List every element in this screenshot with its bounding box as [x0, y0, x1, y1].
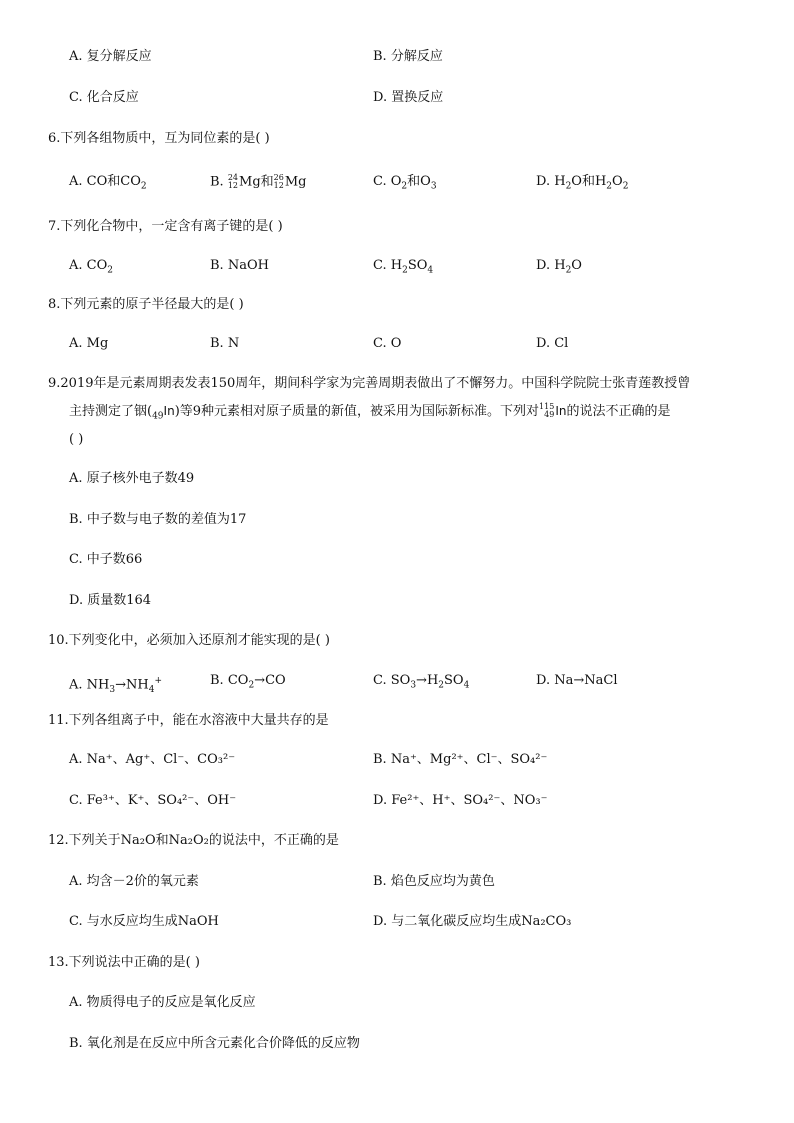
- q13-option-a: A. 物质得电子的反应是氧化反应: [69, 995, 256, 1010]
- mg24-isotope-notation: 24 12: [227, 172, 239, 190]
- q10-option-b: B. $CO_2\to CO$: [210, 673, 286, 691]
- q8-option-b: B. N: [210, 336, 240, 351]
- in115-isotope-notation: 115 49: [539, 402, 555, 419]
- q6-option-a: A. CO和$CO_2$: [69, 174, 147, 192]
- q5-option-b: B. 分解反应: [373, 49, 443, 64]
- q13-stem: 13.下列说法中正确的是( ): [48, 955, 200, 970]
- q12-option-a: A. 均含－2价的氧元素: [69, 874, 199, 889]
- q10-stem: 10.下列变化中，必须加入还原剂才能实现的是( ): [48, 633, 330, 648]
- q11-option-d: D. Fe²⁺、H⁺、SO₄²⁻、NO₃⁻: [373, 793, 548, 808]
- q12-option-b: B. 焰色反应均为黄色: [373, 874, 495, 889]
- q6-option-b: B. 24 12 Mg和 26 12 Mg: [210, 172, 307, 190]
- q7-stem: 7.下列化合物中，一定含有离子键的是( ): [48, 219, 283, 234]
- q8-option-d: D. Cl: [536, 336, 569, 351]
- q5-option-d: D. 置换反应: [373, 90, 444, 105]
- q8-stem: 8.下列元素的原子半径最大的是( ): [48, 297, 244, 312]
- q11-stem: 11.下列各组离子中，能在水溶液中大量共存的是: [48, 713, 329, 728]
- q10-option-d: D. Na→NaCl: [536, 673, 618, 688]
- q9-stem-line3: ( ): [69, 432, 84, 447]
- q12-option-c: C. 与水反应均生成NaOH: [69, 914, 219, 929]
- q5-option-c: C. 化合反应: [69, 90, 139, 105]
- q7-option-c: C. $H_2SO_4$: [373, 258, 434, 276]
- q7-option-a: A. $CO_2$: [69, 258, 113, 276]
- q8-option-a: A. Mg: [69, 336, 109, 351]
- q6-option-d: D. $H_2O$和$H_2O_2$: [536, 174, 629, 192]
- q11-option-b: B. Na⁺、Mg²⁺、Cl⁻、SO₄²⁻: [373, 752, 548, 767]
- q6-option-c: C. $O_2$和$O_3$: [373, 174, 437, 192]
- q8-option-c: C. O: [373, 336, 402, 351]
- q10-option-a: A. $NH_3\to NH_4^+$: [69, 676, 162, 695]
- q9-option-c: C. 中子数66: [69, 552, 143, 567]
- q9-stem-line2: 主持测定了铟$(_{49}In)$等9种元素相对原子质量的新值，被采用为国际新标准。下列对 115 49 In的说法不正确的是: [69, 402, 671, 422]
- q10-option-c: C. $SO_3\to H_2SO_4$: [373, 673, 470, 691]
- q12-stem: 12.下列关于Na₂O和Na₂O₂的说法中，不正确的是: [48, 833, 339, 848]
- q11-option-a: A. Na⁺、Ag⁺、Cl⁻、CO₃²⁻: [69, 752, 236, 767]
- q9-option-b: B. 中子数与电子数的差值为17: [69, 512, 247, 527]
- q11-option-c: C. Fe³⁺、K⁺、SO₄²⁻、OH⁻: [69, 793, 237, 808]
- q12-option-d: D. 与二氧化碳反应均生成Na₂CO₃: [373, 914, 572, 929]
- q7-option-b: B. NaOH: [210, 258, 269, 273]
- q9-option-d: D. 质量数164: [69, 593, 152, 608]
- q5-option-a: A. 复分解反应: [69, 49, 152, 64]
- q9-option-a: A. 原子核外电子数49: [69, 471, 195, 486]
- q7-option-d: D. $H_2O$: [536, 258, 582, 276]
- q13-option-b: B. 氧化剂是在反应中所含元素化合价降低的反应物: [69, 1036, 360, 1051]
- q6-stem: 6.下列各组物质中，互为同位素的是( ): [48, 131, 270, 146]
- q9-stem-line1: 9.2019年是元素周期表发表150周年，期间科学家为完善周期表做出了不懈努力。中国科学院院士张青莲教授曾: [48, 376, 691, 391]
- mg26-isotope-notation: 26 12: [273, 172, 284, 190]
